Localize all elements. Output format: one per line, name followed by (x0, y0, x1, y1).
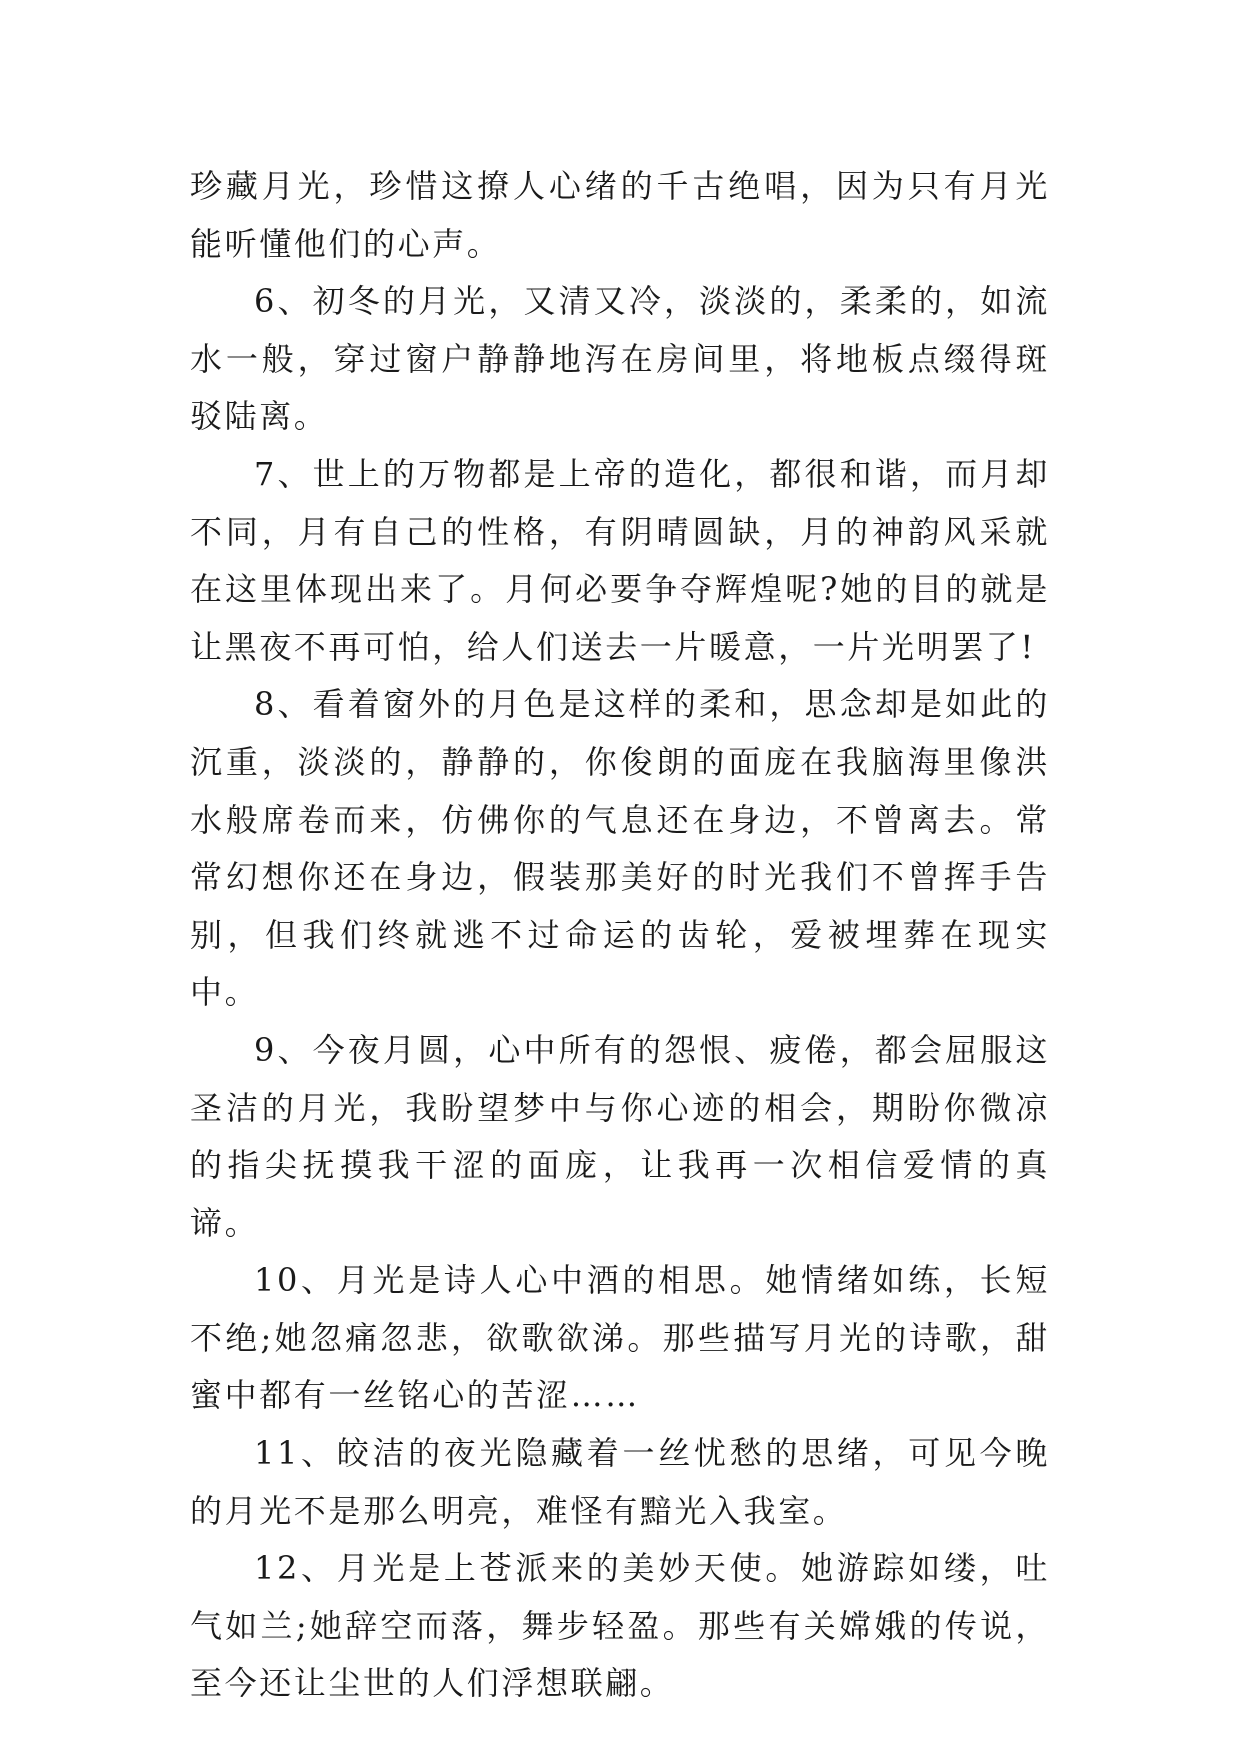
paragraph-item-10: 10、月光是诗人心中酒的相思。她情绪如练，长短不绝;她忽痛忽悲，欲歌欲涕。那些描写月光的诗歌，甜蜜中都有一丝铭心的苦涩…… (190, 1261, 1050, 1415)
paragraph-item-7: 7、世上的万物都是上帝的造化，都很和谐，而月却不同，月有自己的性格，有阴晴圆缺，月的神韵风采就在这里体现出来了。月何必要争夺辉煌呢?她的目的就是让黑夜不再可怕，给人们送去一片暖意，一片光明罢了! (190, 454, 1050, 666)
document-body (190, 158, 1050, 1713)
paragraph-item-6: 6、初冬的月光，又清又冷，淡淡的，柔柔的，如流水一般，穿过窗户静静地泻在房间里，将地板点缀得斑驳陆离。 (190, 282, 1050, 436)
paragraph-item-8: 8、看着窗外的月色是这样的柔和，思念却是如此的沉重，淡淡的，静静的，你俊朗的面庞在我脑海里像洪水般席卷而来，仿佛你的气息还在身边，不曾离去。常常幻想你还在身边，假装那美好的时光我们不曾挥手告别，但我们终就逃不过命运的齿轮，爱被埋葬在现实中。 (190, 685, 1050, 1012)
paragraph-item-11: 11、皎洁的夜光隐藏着一丝忧愁的思绪，可见今晚的月光不是那么明亮，难怪有黯光入我室。 (190, 1434, 1050, 1530)
paragraph-item-9: 9、今夜月圆，心中所有的怨恨、疲倦，都会屈服这圣洁的月光，我盼望梦中与你心迹的相会，期盼你微凉的指尖抚摸我干涩的面庞，让我再一次相信爱情的真谛。 (190, 1030, 1050, 1242)
paragraph-item-12: 12、月光是上苍派来的美妙天使。她游踪如缕，吐气如兰;她辞空而落，舞步轻盈。那些有关嫦娥的传说，至今还让尘世的人们浮想联翩。 (190, 1549, 1050, 1703)
paragraph-continuation: 珍藏月光，珍惜这撩人心绪的千古绝唱，因为只有月光能听懂他们的心声。 (190, 167, 1050, 263)
